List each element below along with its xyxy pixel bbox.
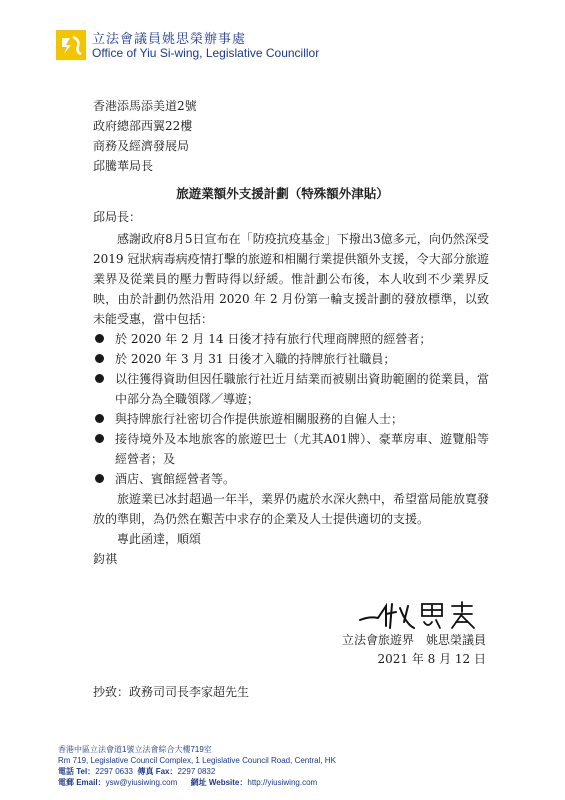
cc-line: 抄致：政務司司長李家超先生: [93, 685, 250, 699]
bullet-item: [93, 429, 489, 469]
bullet-text: 接待境外及本地旅客的旅遊巴士（尤其A01牌）、豪華房車、遊覽船等經營者；及: [115, 432, 489, 466]
bullet-text: 於 2020 年 2 月 14 日後才持有旅行代理商牌照的經營者；: [115, 332, 432, 346]
bullet-item: [93, 369, 489, 409]
footer-address-cn: 香港中區立法會道1號立法會綜合大樓719室: [58, 745, 212, 754]
bullet-icon: [95, 474, 104, 483]
office-name-en: Office of Yiu Si-wing, Legislative Councillor: [92, 46, 320, 60]
footer-contact-line: [58, 777, 336, 788]
email-link[interactable]: ysw@yiusiwing.com: [105, 778, 178, 787]
bullet-list: [93, 329, 489, 489]
email-label: 電郵 Email：: [58, 778, 106, 787]
bullet-item: [93, 469, 489, 489]
footer: [58, 744, 336, 788]
bullet-item: [93, 409, 489, 429]
bullet-icon: [95, 354, 104, 363]
footer-phone-line: [58, 766, 336, 777]
letter-date: 2021 年 8 月 12 日: [377, 652, 486, 666]
closing: 專此函達，順頌: [117, 532, 202, 546]
bullet-text: 與持牌旅行社密切合作提供旅遊相關服務的自僱人士；: [115, 412, 404, 426]
closing-salutation: 鈞祺: [93, 552, 118, 566]
salutation: 邱局長：: [93, 210, 142, 224]
letter-subject: 旅遊業額外支援計劃（特殊額外津貼）: [176, 186, 389, 201]
bullet-item: [93, 329, 489, 349]
address-line: 政府總部西翼22樓: [93, 119, 193, 133]
bullet-text: 於 2020 年 3 月 31 日後才入職的持牌旅行社職員；: [115, 352, 396, 366]
bullet-item: [93, 349, 489, 369]
address-line: 邱騰華局長: [93, 159, 154, 173]
tel-value: 2297 0633: [95, 767, 134, 776]
website-link[interactable]: http://yiusiwing.com: [247, 778, 318, 787]
bullet-icon: [95, 414, 104, 423]
address-line: 香港添馬添美道2號: [93, 99, 197, 113]
bullet-text: 酒店、賓館經營者等。: [115, 472, 236, 486]
tel-label: 電話 Tel：: [58, 767, 96, 776]
recipient-address: [93, 96, 197, 176]
bullet-text: 以往獲得資助但因任職旅行社近月結業而被剔出資助範圍的從業員，當中部分為全職領隊／導遊；: [115, 372, 489, 406]
bullet-icon: [95, 374, 104, 383]
fax-value: 2297 0832: [177, 767, 216, 776]
website-label: 網址 Website：: [190, 778, 248, 787]
paragraph: 旅遊業已冰封超過一年半，業界仍處於水深火熱中，希望當局能放寬發放的準則，為仍然在艱苦中求存的企業及人士提供適切的支援。: [93, 492, 490, 526]
office-name-cn: 立法會議員姚思榮辦事處: [92, 32, 247, 47]
footer-address-en: Rm 719, Legislative Council Complex, 1 Legislative Council Road, Central, HK: [58, 756, 336, 765]
fax-label: 傳真 Fax：: [137, 767, 178, 776]
letter-body: [93, 229, 489, 569]
paragraph: 感謝政府8月5日宣布在「防疫抗疫基金」下撥出3億多元，向仍然深受 2019 冠狀病毒病疫情打擊的旅遊和相關行業提供額外支援，令大部分旅遊業界及從業員的壓力暫時得以紓緩。惟計劃公布後，本人收到不少業界反映，由於計劃仍然沿用 2020 年 2 月份第一輪支援計劃的發放標準，以致未能受惠，當中包括：: [93, 232, 489, 326]
bullet-icon: [95, 334, 104, 343]
bullet-icon: [95, 434, 104, 443]
party-logo-icon: [56, 30, 86, 60]
address-line: 商務及經濟發展局: [93, 139, 190, 153]
signatory: 立法會旅遊界 姚思榮議員: [341, 633, 486, 647]
handwritten-signature: [356, 598, 496, 632]
